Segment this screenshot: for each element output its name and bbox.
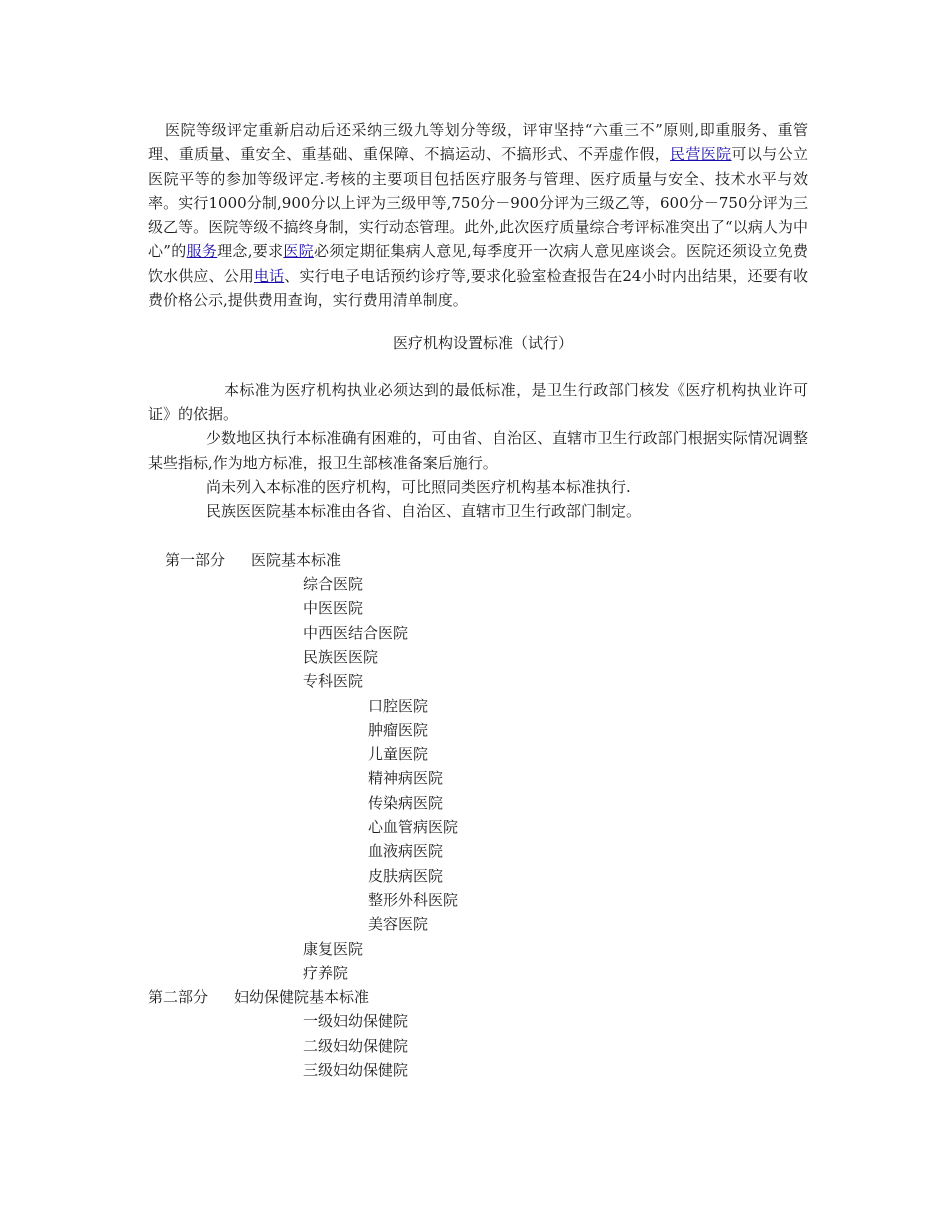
standard-title: 医疗机构设置标准（试行） xyxy=(392,334,573,353)
toc-item: 疗养院 xyxy=(303,963,349,982)
toc-item: 中医医院 xyxy=(303,599,364,618)
intro-text: 、实行电子电话预约诊疗等,要求化验室检查报告在24小时内出结果，还要有收费价格公示,提供费用查询，实行费用清单制度。 xyxy=(148,266,808,310)
blank-line xyxy=(148,523,808,547)
part-label: 第二部分 xyxy=(148,988,209,1007)
link-private-hospital[interactable]: 民营医院 xyxy=(670,145,732,164)
toc-subitem: 心血管病医院 xyxy=(368,818,459,837)
toc-item: 一级妇幼保健院 xyxy=(303,1012,409,1031)
part-title: 妇幼保健院基本标准 xyxy=(234,988,370,1007)
toc-item: 民族医医院 xyxy=(303,647,379,666)
standard-paragraph: 民族医医院基本标准由各省、自治区、直辖市卫生行政部门制定。 xyxy=(206,502,642,521)
toc-item: 三级妇幼保健院 xyxy=(303,1060,409,1079)
standard-paragraph: 本标准为医疗机构执业必须达到的最低标准，是卫生行政部门核发《医疗机构执业许可证》的依据。 xyxy=(148,380,808,423)
link-hospital[interactable]: 医院 xyxy=(283,242,314,261)
toc-subitem: 儿童医院 xyxy=(368,745,429,764)
intro-paragraph xyxy=(148,118,808,312)
toc-subitem: 血液病医院 xyxy=(368,842,444,861)
document-page xyxy=(148,118,808,1082)
toc-subitem: 传染病医院 xyxy=(368,793,444,812)
intro-text: 医院等级评定重新启动后还采纳三级九等划分等级，评审坚持“六重三不”原则,即重服务、重管理、重质量、重安全、重基础、重保障、不搞运动、不搞形式、不弄虚作假， xyxy=(148,121,808,164)
standard-paragraph: 尚未列入本标准的医疗机构，可比照同类医疗机构基本标准执行. xyxy=(206,477,631,496)
part-title: 医院基本标准 xyxy=(251,550,342,569)
toc-part-heading xyxy=(148,985,808,1009)
intro-text: 必须定期征集病人意见,每季度开一次病人意见座谈会。医院还须设立免费饮水供应、公用 xyxy=(148,242,808,285)
part-label: 第一部分 xyxy=(165,550,226,569)
toc-subitem: 美容医院 xyxy=(368,915,429,934)
link-service[interactable]: 服务 xyxy=(186,242,218,261)
toc-subitem: 肿瘤医院 xyxy=(368,720,429,739)
toc-item: 中西医结合医院 xyxy=(303,623,409,642)
intro-text: 可以与公立医院平等的参加等级评定.考核的主要项目包括医疗服务与管理、医疗质量与安全、技术水平与效率。实行1000分制,900分以上评为三级甲等,750分－900分评为三级乙等，600分－750分评为三级乙等。医院等级不搞终身制，实行动态管理。此外,此次医疗质量综合考评标准突出了“以病人为中心”的 xyxy=(148,145,808,261)
table-of-contents xyxy=(148,548,808,1083)
toc-subitem: 口腔医院 xyxy=(368,696,429,715)
standard-paragraph: 少数地区执行本标准确有困难的，可由省、自治区、直辖市卫生行政部门根据实际情况调整某些指标,作为地方标准，报卫生部核准备案后施行。 xyxy=(148,429,808,472)
toc-subitem: 皮肤病医院 xyxy=(368,866,444,885)
link-telephone[interactable]: 电话 xyxy=(254,266,285,285)
toc-item: 综合医院 xyxy=(303,575,364,594)
toc-item: 康复医院 xyxy=(303,939,364,958)
toc-item: 专科医院 xyxy=(303,672,364,691)
toc-item: 二级妇幼保健院 xyxy=(303,1036,409,1055)
toc-subitem: 整形外科医院 xyxy=(368,890,459,909)
toc-part-heading xyxy=(148,548,808,572)
intro-text: 理念,要求 xyxy=(217,242,284,261)
toc-subitem: 精神病医院 xyxy=(368,769,444,788)
